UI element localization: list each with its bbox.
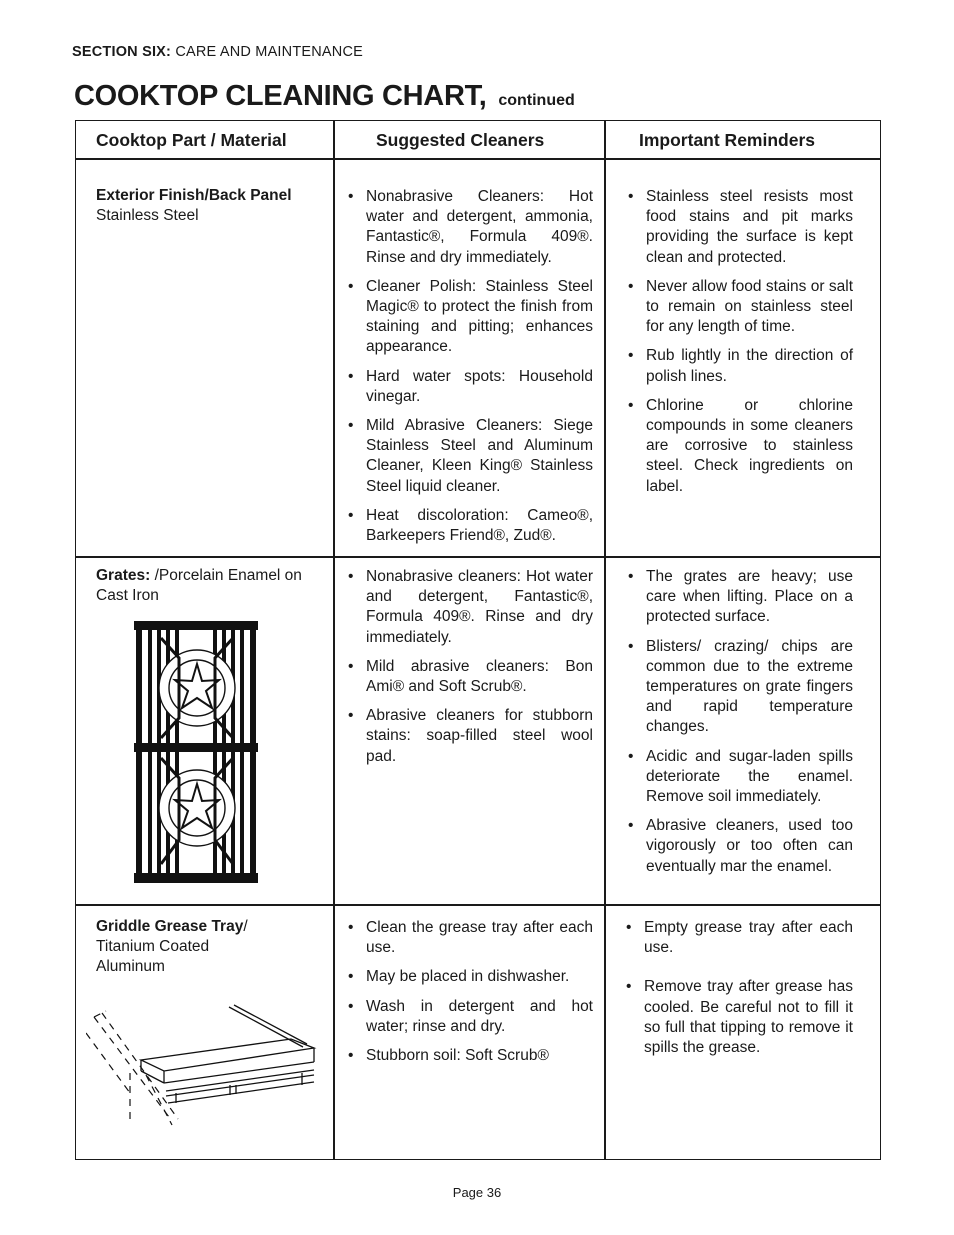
column-divider [333, 121, 335, 1159]
cleaning-chart-table [75, 120, 881, 1160]
row-exterior-part [96, 186, 326, 226]
list-item: • Chlorine or chlorine compounds in some cleaners are corrosive to stainless steel. Check ingredients on label. [626, 396, 853, 497]
list-item: • Hard water spots: Household vinegar. [346, 367, 593, 407]
page-title-continued: continued [498, 92, 575, 109]
list-item: • Blisters/ crazing/ chips are common due to the extreme temperatures on grate fingers and rapid temperature changes. [626, 637, 853, 738]
list-item: • Clean the grease tray after each use. [346, 918, 593, 958]
row-griddle-part [96, 917, 326, 978]
part-name: Grates: [96, 567, 151, 584]
row-grates-reminders [626, 567, 853, 886]
section-label: SECTION SIX: [72, 44, 172, 60]
page-title [74, 80, 575, 113]
list-item: • The grates are heavy; use care when lifting. Place on a protected surface. [626, 567, 853, 628]
list-item: • Rub lightly in the direction of polish lines. [626, 346, 853, 386]
part-separator: / [243, 918, 248, 935]
row-divider [76, 556, 880, 558]
header-divider [76, 158, 880, 160]
part-material: Titanium Coated Aluminum [96, 938, 210, 976]
row-grates-part [96, 566, 326, 606]
page-title-main: COOKTOP CLEANING CHART, [74, 80, 487, 112]
list-item: • Stainless steel resists most food stains and pit marks providing the surface is kept clean and protected. [626, 187, 853, 268]
list-item: • Mild abrasive cleaners: Bon Ami® and Soft Scrub®. [346, 657, 593, 697]
grate-illustration [131, 618, 261, 890]
section-title: CARE AND MAINTENANCE [175, 44, 364, 60]
column-divider [604, 121, 606, 1159]
list-item: • May be placed in dishwasher. [346, 967, 593, 987]
list-item: • Acidic and sugar-laden spills deteriorate the enamel. Remove soil immediately. [626, 747, 853, 808]
part-material: /Porcelain Enamel on Cast Iron [96, 567, 302, 605]
column-header-reminders: Important Reminders [639, 130, 815, 150]
list-item: • Empty grease tray after each use. [624, 918, 853, 958]
row-griddle-cleaners [346, 918, 593, 1075]
list-item: • Never allow food stains or salt to remain on stainless steel for any length of time. [626, 277, 853, 338]
page-number: Page 36 [452, 1185, 502, 1200]
list-item: • Stubborn soil: Soft Scrub® [346, 1046, 593, 1066]
list-item: • Remove tray after grease has cooled. Be careful not to fill it so full that tipping to remove it spills the grease. [624, 977, 853, 1058]
part-name: Exterior Finish/Back Panel [96, 187, 292, 204]
list-item: • Wash in detergent and hot water; rinse and dry. [346, 997, 593, 1037]
row-griddle-reminders [624, 918, 853, 1067]
part-material: Stainless Steel [96, 207, 199, 225]
row-exterior-cleaners [346, 187, 593, 555]
grease-tray-illustration [86, 1003, 318, 1128]
list-item: • Mild Abrasive Cleaners: Siege Stainless Steel and Aluminum Cleaner, Kleen King® Stainless Steel liquid cleaner. [346, 416, 593, 497]
column-header-cleaners: Suggested Cleaners [376, 130, 545, 150]
column-header-part: Cooktop Part / Material [96, 130, 287, 150]
row-exterior-reminders [626, 187, 853, 506]
part-name: Griddle Grease Tray [96, 918, 244, 935]
list-item: • Heat discoloration: Cameo®, Barkeepers Friend®, Zud®. [346, 506, 593, 546]
row-divider [76, 904, 880, 906]
list-item: • Cleaner Polish: Stainless Steel Magic® to protect the finish from staining and pitting; enhances appearance. [346, 277, 593, 358]
list-item: • Nonabrasive cleaners: Hot water and detergent, Fantastic®, Formula 409®. Rinse and dry immediately. [346, 567, 593, 648]
section-header [72, 44, 363, 60]
row-grates-cleaners [346, 567, 593, 776]
list-item: • Abrasive cleaners for stubborn stains: soap-filled steel wool pad. [346, 706, 593, 767]
list-item: • Nonabrasive Cleaners: Hot water and detergent, ammonia, Fantastic®, Formula 409®. Rinse and dry immediately. [346, 187, 593, 268]
list-item: • Abrasive cleaners, used too vigorously or too often can eventually mar the enamel. [626, 816, 853, 877]
